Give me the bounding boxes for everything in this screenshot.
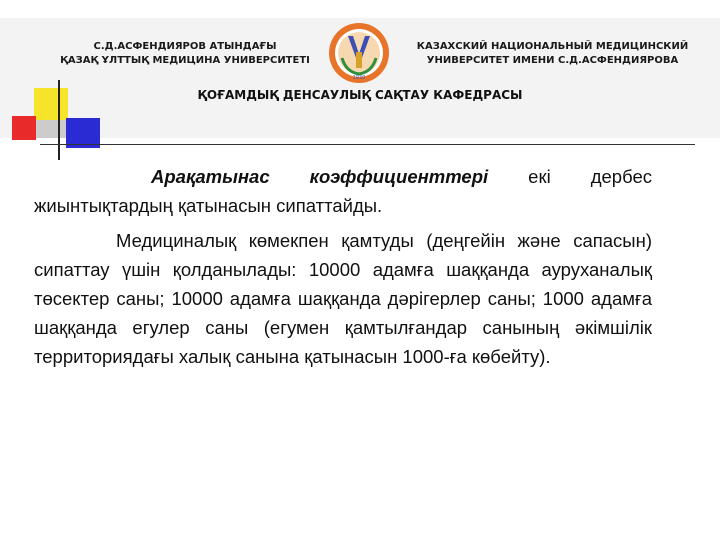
usage-paragraph: Медициналық көмекпен қамтуды (деңгейін және сапасын) сипаттау үшін қолданылады: 10000 адамға шаққанда ауруханалық төсектер саны; 10000 адамға шаққанда дәрігерлер саны; 1000 адамға шаққанда егулер саны (егумен қамтылғандар санының әкімшілік территориядағы халық санына қатынасын 1000-ға көбейту). [34,230,652,367]
university-seal-logo [328,22,390,84]
decor-square-yellow [34,88,68,120]
defined-term: Арақатынас коэффициенттері [151,166,489,187]
university-name-russian-line1: КАЗАХСКИЙ НАЦИОНАЛЬНЫЙ МЕДИЦИНСКИЙ [416,41,689,52]
header-divider [40,144,695,145]
decor-square-red [12,116,36,140]
seal-year: 1930 [352,75,366,81]
slide-body [34,162,652,377]
university-name-russian [410,40,695,68]
decor-square-grey [32,118,66,138]
department-title: ҚОҒАМДЫҚ ДЕНСАУЛЫҚ САҚТАУ КАФЕДРАСЫ [197,88,523,102]
university-name-kazakh-line1: С.Д.АСФЕНДИЯРОВ АТЫНДАҒЫ [93,41,277,52]
university-name-kazakh [40,40,330,68]
university-name-russian-line2: УНИВЕРСИТЕТ ИМЕНИ С.Д.АСФЕНДИЯРОВА [426,55,679,66]
definition-text: екі дербес жиынтықтардың қатынасын сипаттайды. [34,166,652,216]
definition-paragraph [34,162,652,220]
decor-vertical-line [58,80,60,160]
university-name-kazakh-line2: ҚАЗАҚ ҰЛТТЫҚ МЕДИЦИНА УНИВЕРСИТЕТІ [60,55,310,66]
